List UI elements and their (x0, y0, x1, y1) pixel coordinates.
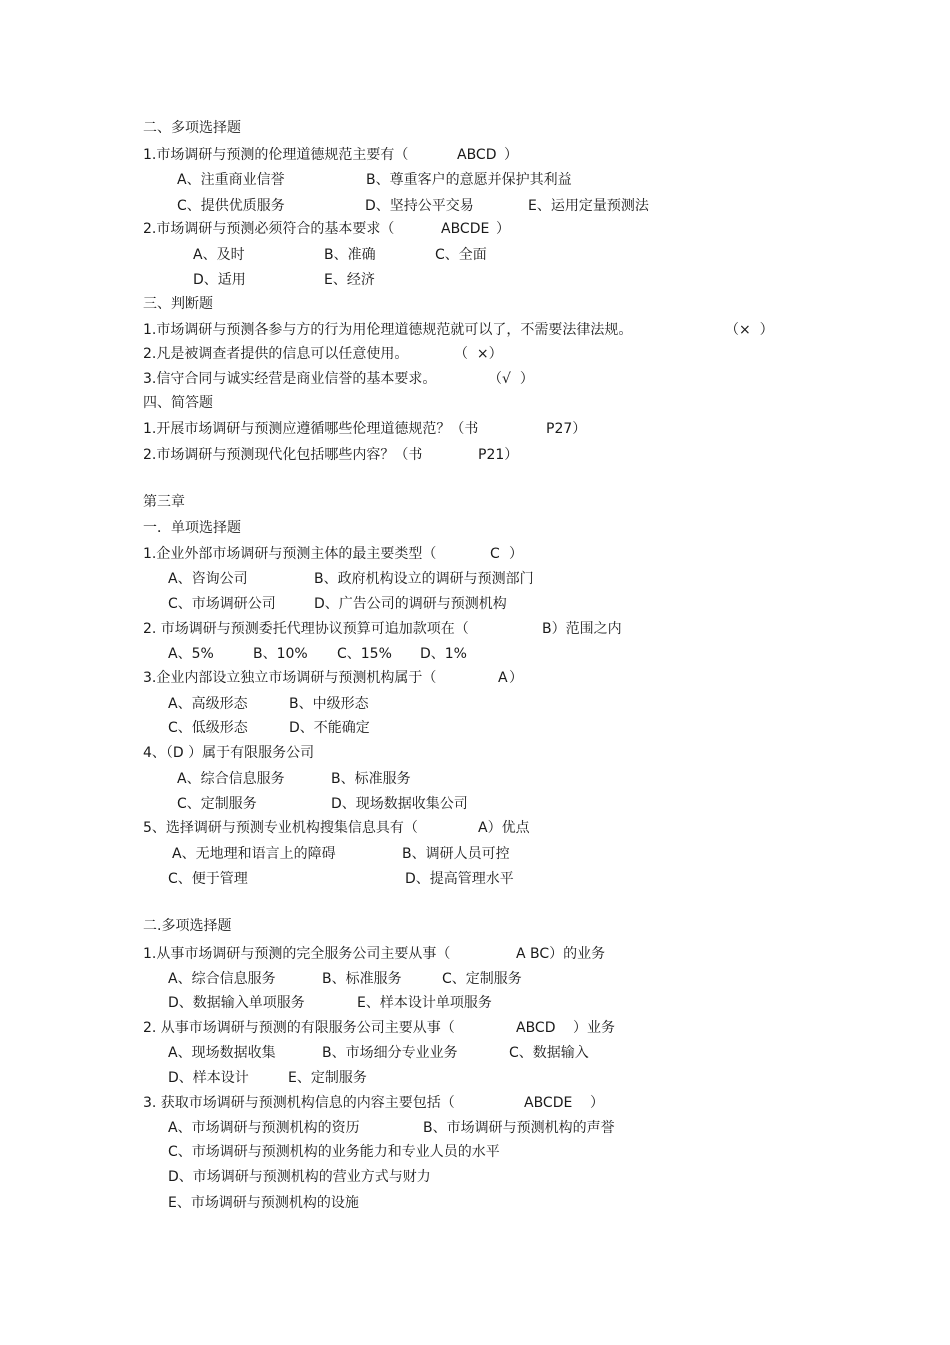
option-a: A、现场数据收集 (168, 1045, 276, 1061)
option-b: B、10% (253, 646, 308, 662)
question-stem: 4、（D ）属于有限服务公司 (143, 745, 315, 761)
answer-text: ABCD (516, 1020, 556, 1036)
question-stem: 3.企业内部设立独立市场调研与预测机构属于（ (143, 670, 437, 686)
option-a: A、综合信息服务 (168, 971, 276, 987)
answer-text: ABCD (457, 147, 497, 163)
judge-text: 3.信守合同与诚实经营是商业信誉的基本要求。 (143, 371, 437, 387)
judge-text: 1.市场调研与预测各参与方的行为用伦理道德规范就可以了，不需要法律法规。 (143, 322, 633, 338)
option-d: D、1% (420, 646, 467, 662)
question-stem: 2. 市场调研与预测委托代理协议预算可追加款项在（ (143, 621, 469, 637)
option-c: C、数据输入 (509, 1045, 589, 1061)
option-c: C、15% (337, 646, 392, 662)
question-stem: 5、选择调研与预测专业机构搜集信息具有（ (143, 820, 418, 836)
option-d: D、现场数据收集公司 (331, 796, 468, 812)
section-heading: 一．单项选择题 (143, 520, 241, 536)
option-e: E、经济 (324, 272, 375, 288)
option-a: A、注重商业信誉 (177, 172, 285, 188)
option-b: B、准确 (324, 247, 376, 263)
section-heading: 二.多项选择题 (143, 918, 232, 934)
option-b: B、调研人员可控 (402, 846, 510, 862)
answer-close: ） (504, 147, 518, 163)
answer-close: ） (590, 1095, 604, 1111)
option-a: A、高级形态 (168, 696, 248, 712)
option-b: B、市场细分专业业务 (322, 1045, 458, 1061)
section-heading: 四、简答题 (143, 395, 213, 411)
judge-text: 2.凡是被调查者提供的信息可以任意使用。 (143, 346, 409, 362)
option-a: A、5% (168, 646, 214, 662)
question-stem: 1.市场调研与预测的伦理道德规范主要有（ (143, 147, 409, 163)
option-c: C、定制服务 (442, 971, 522, 987)
option-c: C、市场调研与预测机构的业务能力和专业人员的水平 (168, 1144, 500, 1160)
judge-mark: （ ×） (454, 346, 503, 362)
option-d: D、提高管理水平 (405, 871, 514, 887)
option-b: B、市场调研与预测机构的声誉 (423, 1120, 615, 1136)
option-c: C、提供优质服务 (177, 198, 285, 214)
option-d: D、数据输入单项服务 (168, 995, 305, 1011)
option-d: D、适用 (193, 272, 246, 288)
option-b: B、标准服务 (322, 971, 402, 987)
option-d: D、样本设计 (168, 1070, 249, 1086)
option-c: C、全面 (435, 247, 487, 263)
judge-mark: （√ ） (488, 371, 534, 387)
question-stem: 3. 获取市场调研与预测机构信息的内容主要包括（ (143, 1095, 455, 1111)
answer-text: A (498, 670, 508, 686)
answer-text: ABCDE (441, 221, 490, 237)
option-e: E、运用定量预测法 (528, 198, 649, 214)
option-e: E、样本设计单项服务 (357, 995, 492, 1011)
option-b: B、中级形态 (289, 696, 369, 712)
option-b: B、标准服务 (331, 771, 411, 787)
option-a: A、咨询公司 (168, 571, 248, 587)
answer-close: ）业务 (573, 1020, 615, 1036)
option-c: C、低级形态 (168, 720, 248, 736)
chapter-title: 第三章 (143, 494, 185, 510)
option-d: D、市场调研与预测机构的营业方式与财力 (168, 1169, 431, 1185)
question-stem: 1.从事市场调研与预测的完全服务公司主要从事（ (143, 946, 451, 962)
question-stem: 2. 从事市场调研与预测的有限服务公司主要从事（ (143, 1020, 455, 1036)
option-c: C、定制服务 (177, 796, 257, 812)
short-text: 2.市场调研与预测现代化包括哪些内容？（书 (143, 447, 423, 463)
question-stem: 1.企业外部市场调研与预测主体的最主要类型（ (143, 546, 437, 562)
answer-close: ） (509, 670, 523, 686)
answer-text: C (490, 546, 500, 562)
option-a: A、及时 (193, 247, 245, 263)
short-text: 1.开展市场调研与预测应遵循哪些伦理道德规范？（书 (143, 421, 479, 437)
section-heading: 二、多项选择题 (143, 120, 241, 136)
option-b: B、政府机构设立的调研与预测部门 (314, 571, 534, 587)
option-b: B、尊重客户的意愿并保护其利益 (366, 172, 572, 188)
option-e: E、定制服务 (288, 1070, 367, 1086)
section-heading: 三、判断题 (143, 296, 213, 312)
option-d: D、不能确定 (289, 720, 370, 736)
option-d: D、广告公司的调研与预测机构 (314, 596, 507, 612)
option-a: A、综合信息服务 (177, 771, 285, 787)
option-a: A、无地理和语言上的障碍 (172, 846, 336, 862)
question-stem: 2.市场调研与预测必须符合的基本要求（ (143, 221, 395, 237)
answer-text: B）范围之内 (542, 621, 622, 637)
answer-close: ） (509, 546, 523, 562)
option-d: D、坚持公平交易 (365, 198, 474, 214)
answer-text: A）优点 (478, 820, 530, 836)
answer-text: A BC）的业务 (516, 946, 606, 962)
short-ref: P27） (546, 421, 587, 437)
short-ref: P21） (478, 447, 519, 463)
answer-text: ABCDE (524, 1095, 573, 1111)
option-c: C、市场调研公司 (168, 596, 276, 612)
option-a: A、市场调研与预测机构的资历 (168, 1120, 360, 1136)
answer-close: ） (496, 221, 510, 237)
option-c: C、便于管理 (168, 871, 248, 887)
option-e: E、市场调研与预测机构的设施 (168, 1195, 359, 1211)
judge-mark: （× ） (725, 322, 774, 338)
